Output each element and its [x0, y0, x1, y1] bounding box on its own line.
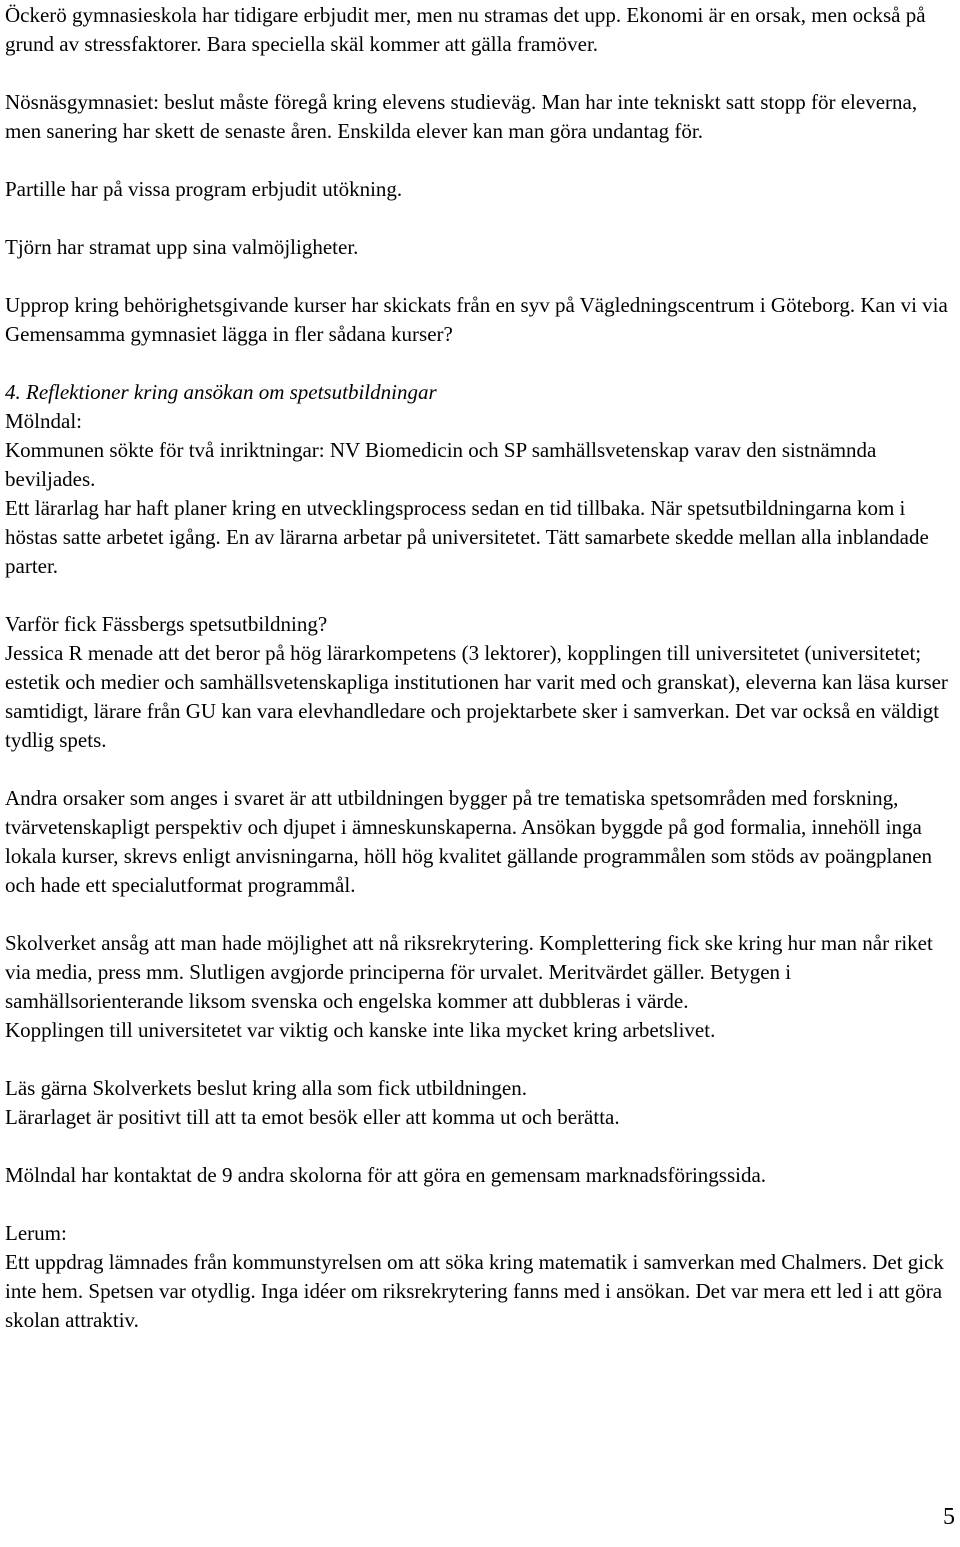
page-number: 5 — [943, 1504, 955, 1530]
molndal-label: Mölndal: — [5, 409, 82, 433]
paragraph-read-decision: Läs gärna Skolverkets beslut kring alla som fick utbildningen. — [5, 1076, 527, 1100]
question-fassberg: Varför fick Fässbergs spetsutbildning? — [5, 612, 328, 636]
paragraph-nosnas: Nösnäsgymnasiet: beslut måste föregå kring elevens studieväg. Man har inte tekniskt satt stopp för eleverna, men sanering har skett de senaste åren. Enskilda elever kan man göra undantag för. — [5, 90, 918, 143]
paragraph-marketing: Mölndal har kontaktat de 9 andra skolorna för att göra en gemensam marknadsföringssida. — [5, 1163, 767, 1187]
paragraph-other-reasons: Andra orsaker som anges i svaret är att utbildningen bygger på tre tematiska spetsområden med forskning, tvärvetenskapligt perspektiv och djupet i ämneskunskaperna. Ansökan byggde på god formalia, innehöll inga lokala kurser, skrevs enligt anvisningarna, höll hög kvalitet gällande programmålen som stöds av poängplanen och hade ett specialutformat programmål. — [5, 786, 933, 897]
paragraph-jessica: Jessica R menade att det beror på hög lärarkompetens (3 lektorer), kopplingen till universitetet (universitetet; estetik och medier och samhällsvetenskapliga institutionen har varit med och granskat), eleverna kan läsa kurser samtidigt, lärare från GU kan vara elevhandledare och projektarbete sker i samverkan. Det var också en väldigt tydlig spets. — [5, 641, 948, 752]
paragraph-lerum: Ett uppdrag lämnades från kommunstyrelsen om att söka kring matematik i samverkan med Chalmers. Det gick inte hem. Spetsen var otydlig. Inga idéer om riksrekrytering fanns med i ansökan. Det var mera ett led i att göra skolan attraktiv. — [5, 1250, 944, 1332]
document-page — [5, 1, 955, 1335]
paragraph-upprop: Upprop kring behörighetsgivande kurser har skickats från en syv på Vägledningscentrum i Göteborg. Kan vi via Gemensamma gymnasiet lägga in fler sådana kurser? — [5, 293, 948, 346]
lerum-label: Lerum: — [5, 1221, 67, 1245]
paragraph-ockero: Öckerö gymnasieskola har tidigare erbjudit mer, men nu stramas det upp. Ekonomi är en orsak, men också på grund av stressfaktorer. Bara speciella skäl kommer att gälla framöver. — [5, 3, 926, 56]
paragraph-molndal-application: Kommunen sökte för två inriktningar: NV Biomedicin och SP samhällsvetenskap varav den sistnämnda beviljades. — [5, 438, 877, 491]
paragraph-skolverket: Skolverket ansåg att man hade möjlighet att nå riksrekrytering. Komplettering fick ske kring hur man når riket via media, press mm. Slutligen avgjorde principerna för urvalet. Meritvärdet gäller. Betygen i samhällsorienterande liksom svenska och engelska kommer att dubbleras i värde. — [5, 931, 933, 1013]
paragraph-tjorn: Tjörn har stramat upp sina valmöjligheter. — [5, 235, 359, 259]
section-heading: 4. Reflektioner kring ansökan om spetsutbildningar — [5, 380, 437, 404]
paragraph-teacher-visits: Lärarlaget är positivt till att ta emot besök eller att komma ut och berätta. — [5, 1105, 620, 1129]
paragraph-teacher-team: Ett lärarlag har haft planer kring en utvecklingsprocess sedan en tid tillbaka. När spetsutbildningarna kom i höstas satte arbetet igång. En av lärarna arbetar på universitetet. Tätt samarbete skedde mellan alla inblandade parter. — [5, 496, 929, 578]
paragraph-partille: Partille har på vissa program erbjudit utökning. — [5, 177, 403, 201]
paragraph-university-link: Kopplingen till universitetet var viktig och kanske inte lika mycket kring arbetslivet. — [5, 1018, 716, 1042]
